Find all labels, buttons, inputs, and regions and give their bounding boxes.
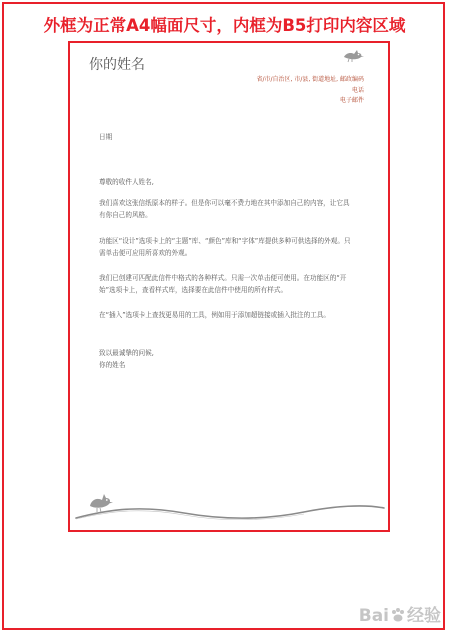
letter-closing [99, 347, 353, 372]
phone-line: 电话 [351, 86, 364, 94]
watermark-brand-left: Bai [358, 606, 389, 626]
baidu-watermark [359, 601, 441, 626]
address-line: 省/市/自治区, 市/县, 街道地址, 邮政编码 [256, 76, 364, 83]
footer-bird-branch-art [74, 486, 386, 522]
letter-greeting: 尊敬的收件人姓名, [99, 178, 154, 186]
sender-address-block [256, 75, 364, 107]
paw-icon [390, 607, 406, 623]
signature: 你的姓名 [99, 361, 126, 370]
letter-paragraph: 我们已创建可匹配此信件中格式的各种样式。只需一次单击便可使用。在功能区的“开始”选项卡上，查看样式库，选择要在此信件中使用的所有样式。 [99, 274, 347, 295]
letter-paragraph: 我们喜欢这张信纸原本的样子。但是你可以毫不费力地在其中添加自己的内容，让它具有你自己的风格。 [99, 199, 350, 220]
bird-icon [90, 494, 113, 512]
letter-paragraph: 功能区“设计”选项卡上的“主题”库、“颜色”库和“字体”库提供多种可供选择的外观。只需单击便可应用所喜欢的外观。 [99, 237, 351, 258]
banner-caption: 外框为正常A4幅面尺寸，内框为B5打印内容区域 [43, 16, 406, 35]
letter-date: 日期 [99, 133, 113, 141]
watermark-brand-right: 经验 [407, 606, 441, 626]
bird-icon [340, 47, 364, 63]
email-line: 电子邮件 [339, 97, 364, 104]
letter-paragraph: 在“插入”选项卡上查找更易用的工具，例如用于添加超链接或插入批注的工具。 [99, 311, 331, 319]
closing-line: 致以最诚挚的问候, [99, 349, 154, 357]
letter-name-heading: 你的姓名 [89, 57, 145, 73]
